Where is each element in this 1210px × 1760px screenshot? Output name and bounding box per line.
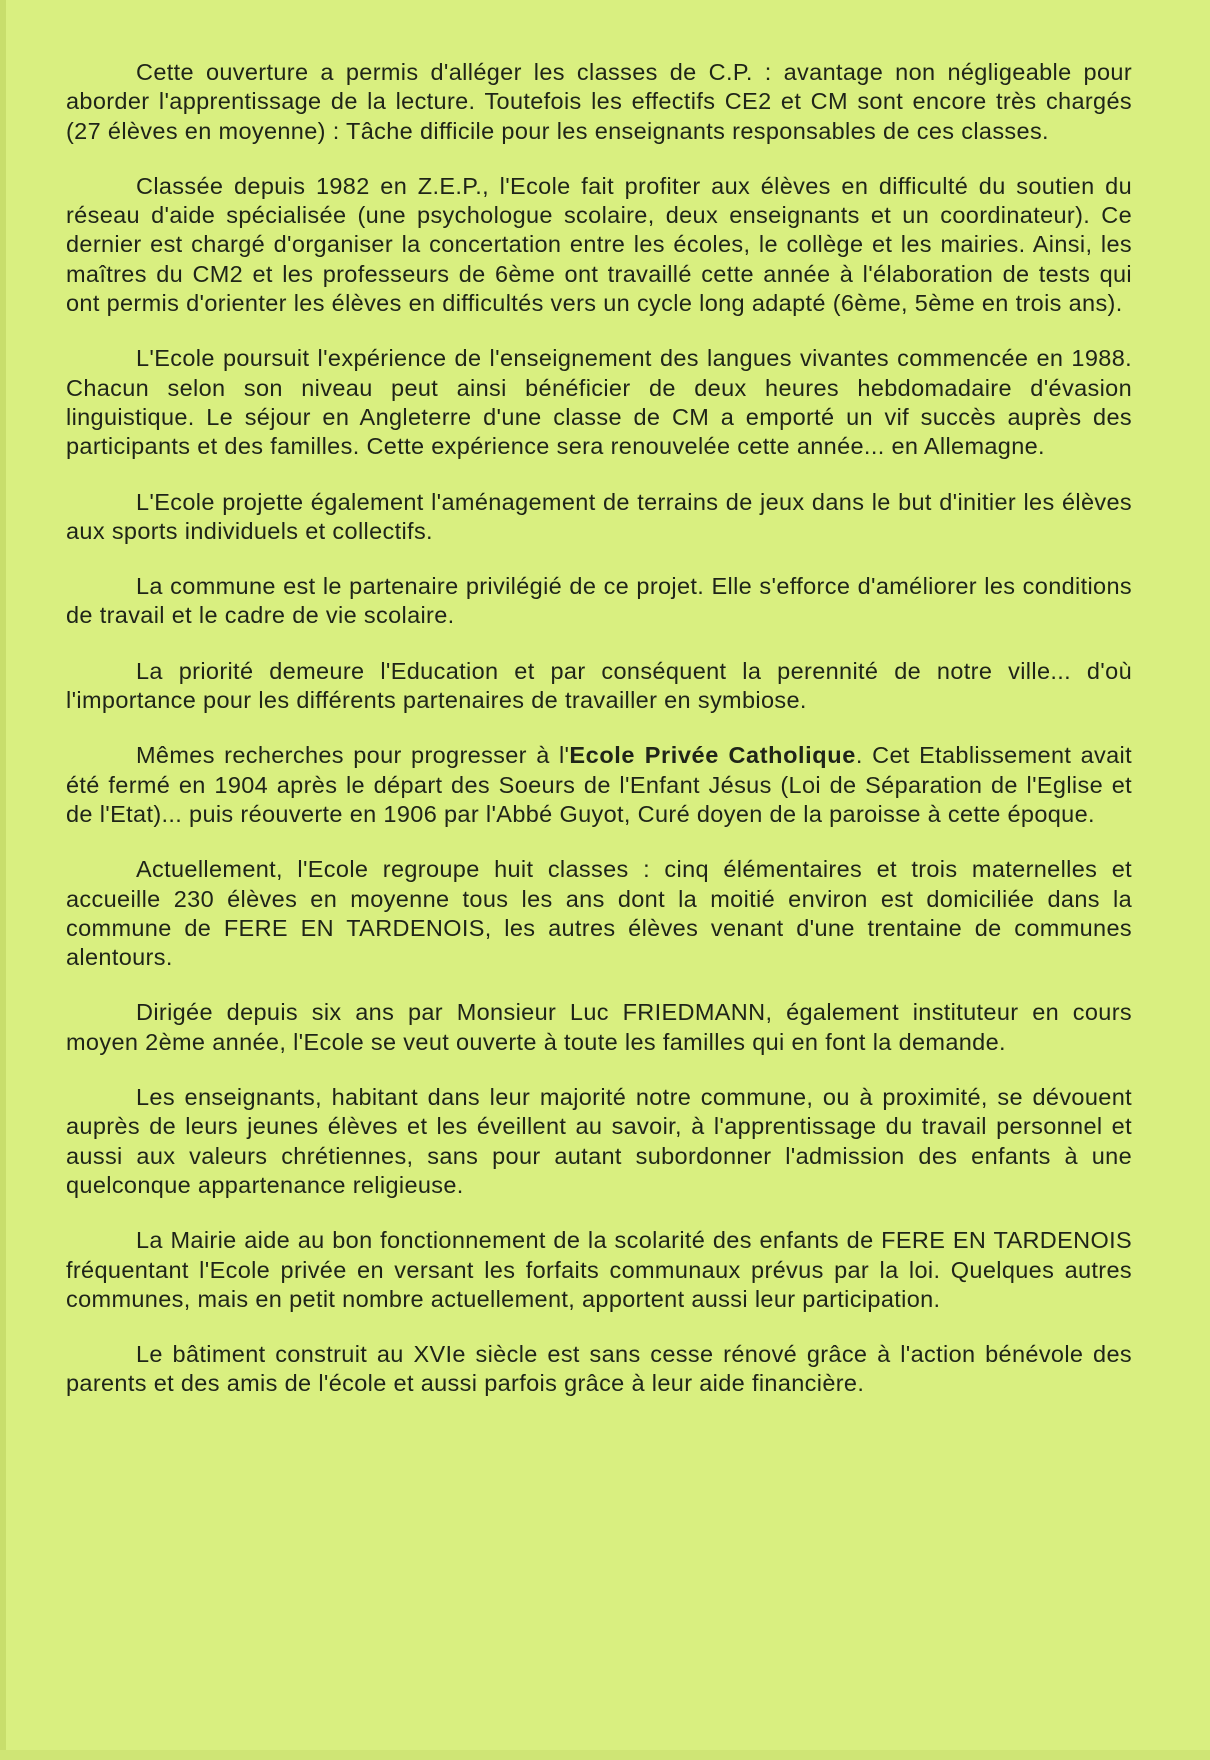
paragraph-actuellement: Actuellement, l'Ecole regroupe huit classes : cinq élémentaires et trois maternelles et accueille 230 élèves en moyenne tous les ans dont la moitié environ est domiciliée dans la commune de FERE EN TARDENOIS, les autres élèves venant d'une trentaine de communes alentours. <box>66 856 1132 971</box>
paragraph-ecole-privee <box>66 741 1132 829</box>
paragraph-direction: Dirigée depuis six ans par Monsieur Luc FRIEDMANN, également instituteur en cours moyen 2ème année, l'Ecole se veut ouverte à toute les familles qui en font la demande. <box>66 999 1132 1055</box>
page-edge-shadow <box>0 0 6 1760</box>
paragraph-terrains-de-jeux: L'Ecole projette également l'aménagement de terrains de jeux dans le but d'initier les élèves aux sports individuels et collectifs. <box>66 488 1132 544</box>
paragraph-enseignants: Les enseignants, habitant dans leur majorité notre commune, ou à proximité, se dévouent auprès de leurs jeunes élèves et les éveillent au savoir, à l'apprentissage du travail personnel et aussi aux valeurs chrétiennes, sans pour autant subordonner l'admission des enfants à une quelconque appartenance religieuse. <box>66 1084 1132 1198</box>
paragraph-mairie-aide: La Mairie aide au bon fonctionnement de la scolarité des enfants de FERE EN TARDENOIS fréquentant l'Ecole privée en versant les forfaits communaux prévus par la loi. Quelques autres communes, mais en petit nombre actuellement, apportent aussi leur participation. <box>66 1227 1132 1312</box>
ecole-privee-catholique-emphasis: Ecole Privée Catholique <box>569 742 856 769</box>
page-bottom-edge <box>0 1750 1210 1760</box>
paragraph-ecole-privee-rest: . Cet Etablissement avait été fermé en 1904 après le départ des Soeurs de l'Enfant Jésus (Loi de Séparation de l'Eglise et de l'Etat)... puis réouverte en 1906 par l'Abbé Guyot, Curé doyen de la paroisse à cette époque. <box>66 742 1132 827</box>
paragraph-cp-classes: Cette ouverture a permis d'alléger les classes de C.P. : avantage non négligeable pour aborder l'apprentissage de la lecture. Toutefois les effectifs CE2 et CM sont encore très chargés (27 élèves en moyenne) : Tâche difficile pour les enseignants responsables de ces classes. <box>66 59 1132 144</box>
paragraph-batiment: Le bâtiment construit au XVIe siècle est sans cesse rénové grâce à l'action bénévole des parents et des amis de l'école et aussi parfois grâce à leur aide financière. <box>66 1341 1132 1397</box>
paragraph-zep: Classée depuis 1982 en Z.E.P., l'Ecole fait profiter aux élèves en difficulté du soutien du réseau d'aide spécialisée (une psychologue scolaire, deux enseignants et un coordinateur). Ce dernier est chargé d'organiser la concertation entre les écoles, le collège et les mairies. Ainsi, les maîtres du CM2 et les professeurs de 6ème ont travaillé cette année à l'élaboration de tests qui ont permis d'orienter les élèves en difficultés vers un cycle long adapté (6ème, 5ème en trois ans). <box>66 172 1132 317</box>
paragraph-commune-partenaire: La commune est le partenaire privilégié de ce projet. Elle s'efforce d'améliorer les conditions de travail et le cadre de vie scolaire. <box>66 573 1132 629</box>
paragraph-priorite-education: La priorité demeure l'Education et par conséquent la perennité de notre ville... d'où l'importance pour les différents partenaires de travailler en symbiose. <box>66 657 1132 714</box>
paragraph-langues-vivantes: L'Ecole poursuit l'expérience de l'enseignement des langues vivantes commencée en 1988. Chacun selon son niveau peut ainsi bénéficier de deux heures hebdomadaire d'évasion linguistique. Le séjour en Angleterre d'une classe de CM a emporté un vif succès auprès des participants et des familles. Cette expérience sera renouvelée cette année... en Allemagne. <box>66 345 1132 460</box>
paragraph-ecole-privee-intro: Mêmes recherches pour progresser à l' <box>136 742 570 769</box>
document-body <box>66 58 1132 1425</box>
